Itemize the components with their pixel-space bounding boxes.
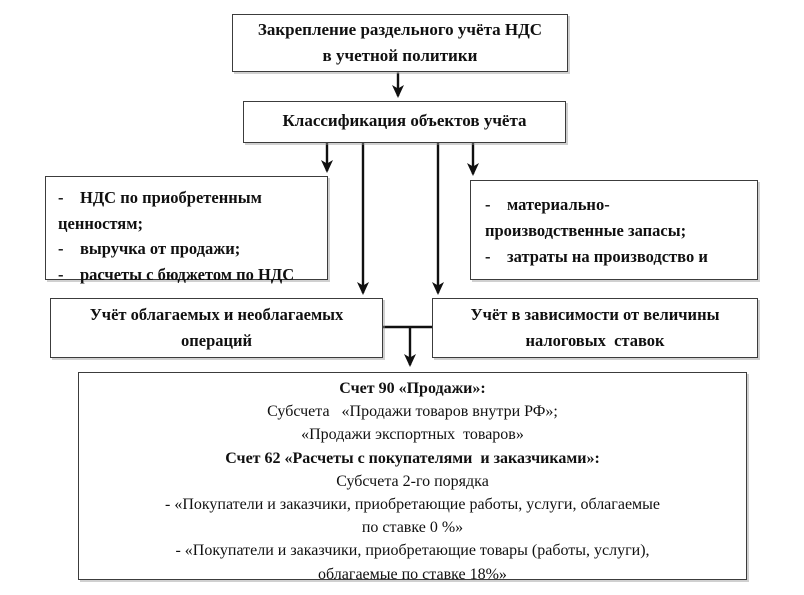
vat-objects-line: - выручка от продажи; — [58, 239, 241, 258]
accounts-line: Субсчета «Продажи товаров внутри РФ»; — [267, 403, 558, 421]
accounts-line: «Продажи экспортных товаров» — [301, 426, 524, 444]
inventory-line: производственные запасы; — [485, 221, 687, 240]
flowchart-box-policy — [232, 14, 568, 72]
accounts-line: по ставке 0 %» — [361, 519, 464, 537]
accounts-line: Субсчета 2-го порядка — [336, 472, 489, 490]
accounts-line: облагаемые по ставке 18%» — [318, 565, 507, 583]
accounts-line: Счет 62 «Расчеты с покупателями и заказчиками»: — [225, 449, 600, 467]
inventory-line: - материально- — [485, 195, 610, 214]
vat-objects-line: - НДС по приобретенным — [58, 188, 262, 207]
vat-objects-line: - расчеты с бюджетом по НДС — [58, 264, 295, 284]
accounts-line: - «Покупатели и заказчики, приобретающие товары (работы, услуги), — [175, 542, 650, 560]
vat-objects-line: ценностям; — [58, 213, 143, 233]
flowchart-box-tax-rates — [432, 298, 758, 358]
inventory-line: - затраты на производство и — [485, 247, 708, 266]
flowchart-box-vat-objects — [45, 176, 328, 284]
accounts-line: - «Покупатели и заказчики, приобретающие работы, услуги, облагаемые — [164, 496, 661, 514]
accounts-line: Счет 90 «Продажи»: — [339, 380, 486, 397]
classification-line: Классификация объектов учёта — [282, 111, 527, 130]
tax-rates-line: Учёт в зависимости от величины — [470, 305, 720, 324]
tax-rates-line: налоговых ставок — [525, 331, 665, 350]
flowchart-box-accounts — [78, 372, 747, 583]
policy-line: в учетной политики — [322, 46, 478, 65]
flowchart-box-classification — [243, 101, 566, 143]
flowchart-box-inventory — [470, 180, 758, 280]
taxable-ops-line: операций — [180, 331, 253, 350]
flowchart-box-taxable-ops — [50, 298, 383, 358]
taxable-ops-line: Учёт облагаемых и необлагаемых — [89, 305, 344, 324]
policy-line: Закрепление раздельного учёта НДС — [257, 20, 543, 39]
